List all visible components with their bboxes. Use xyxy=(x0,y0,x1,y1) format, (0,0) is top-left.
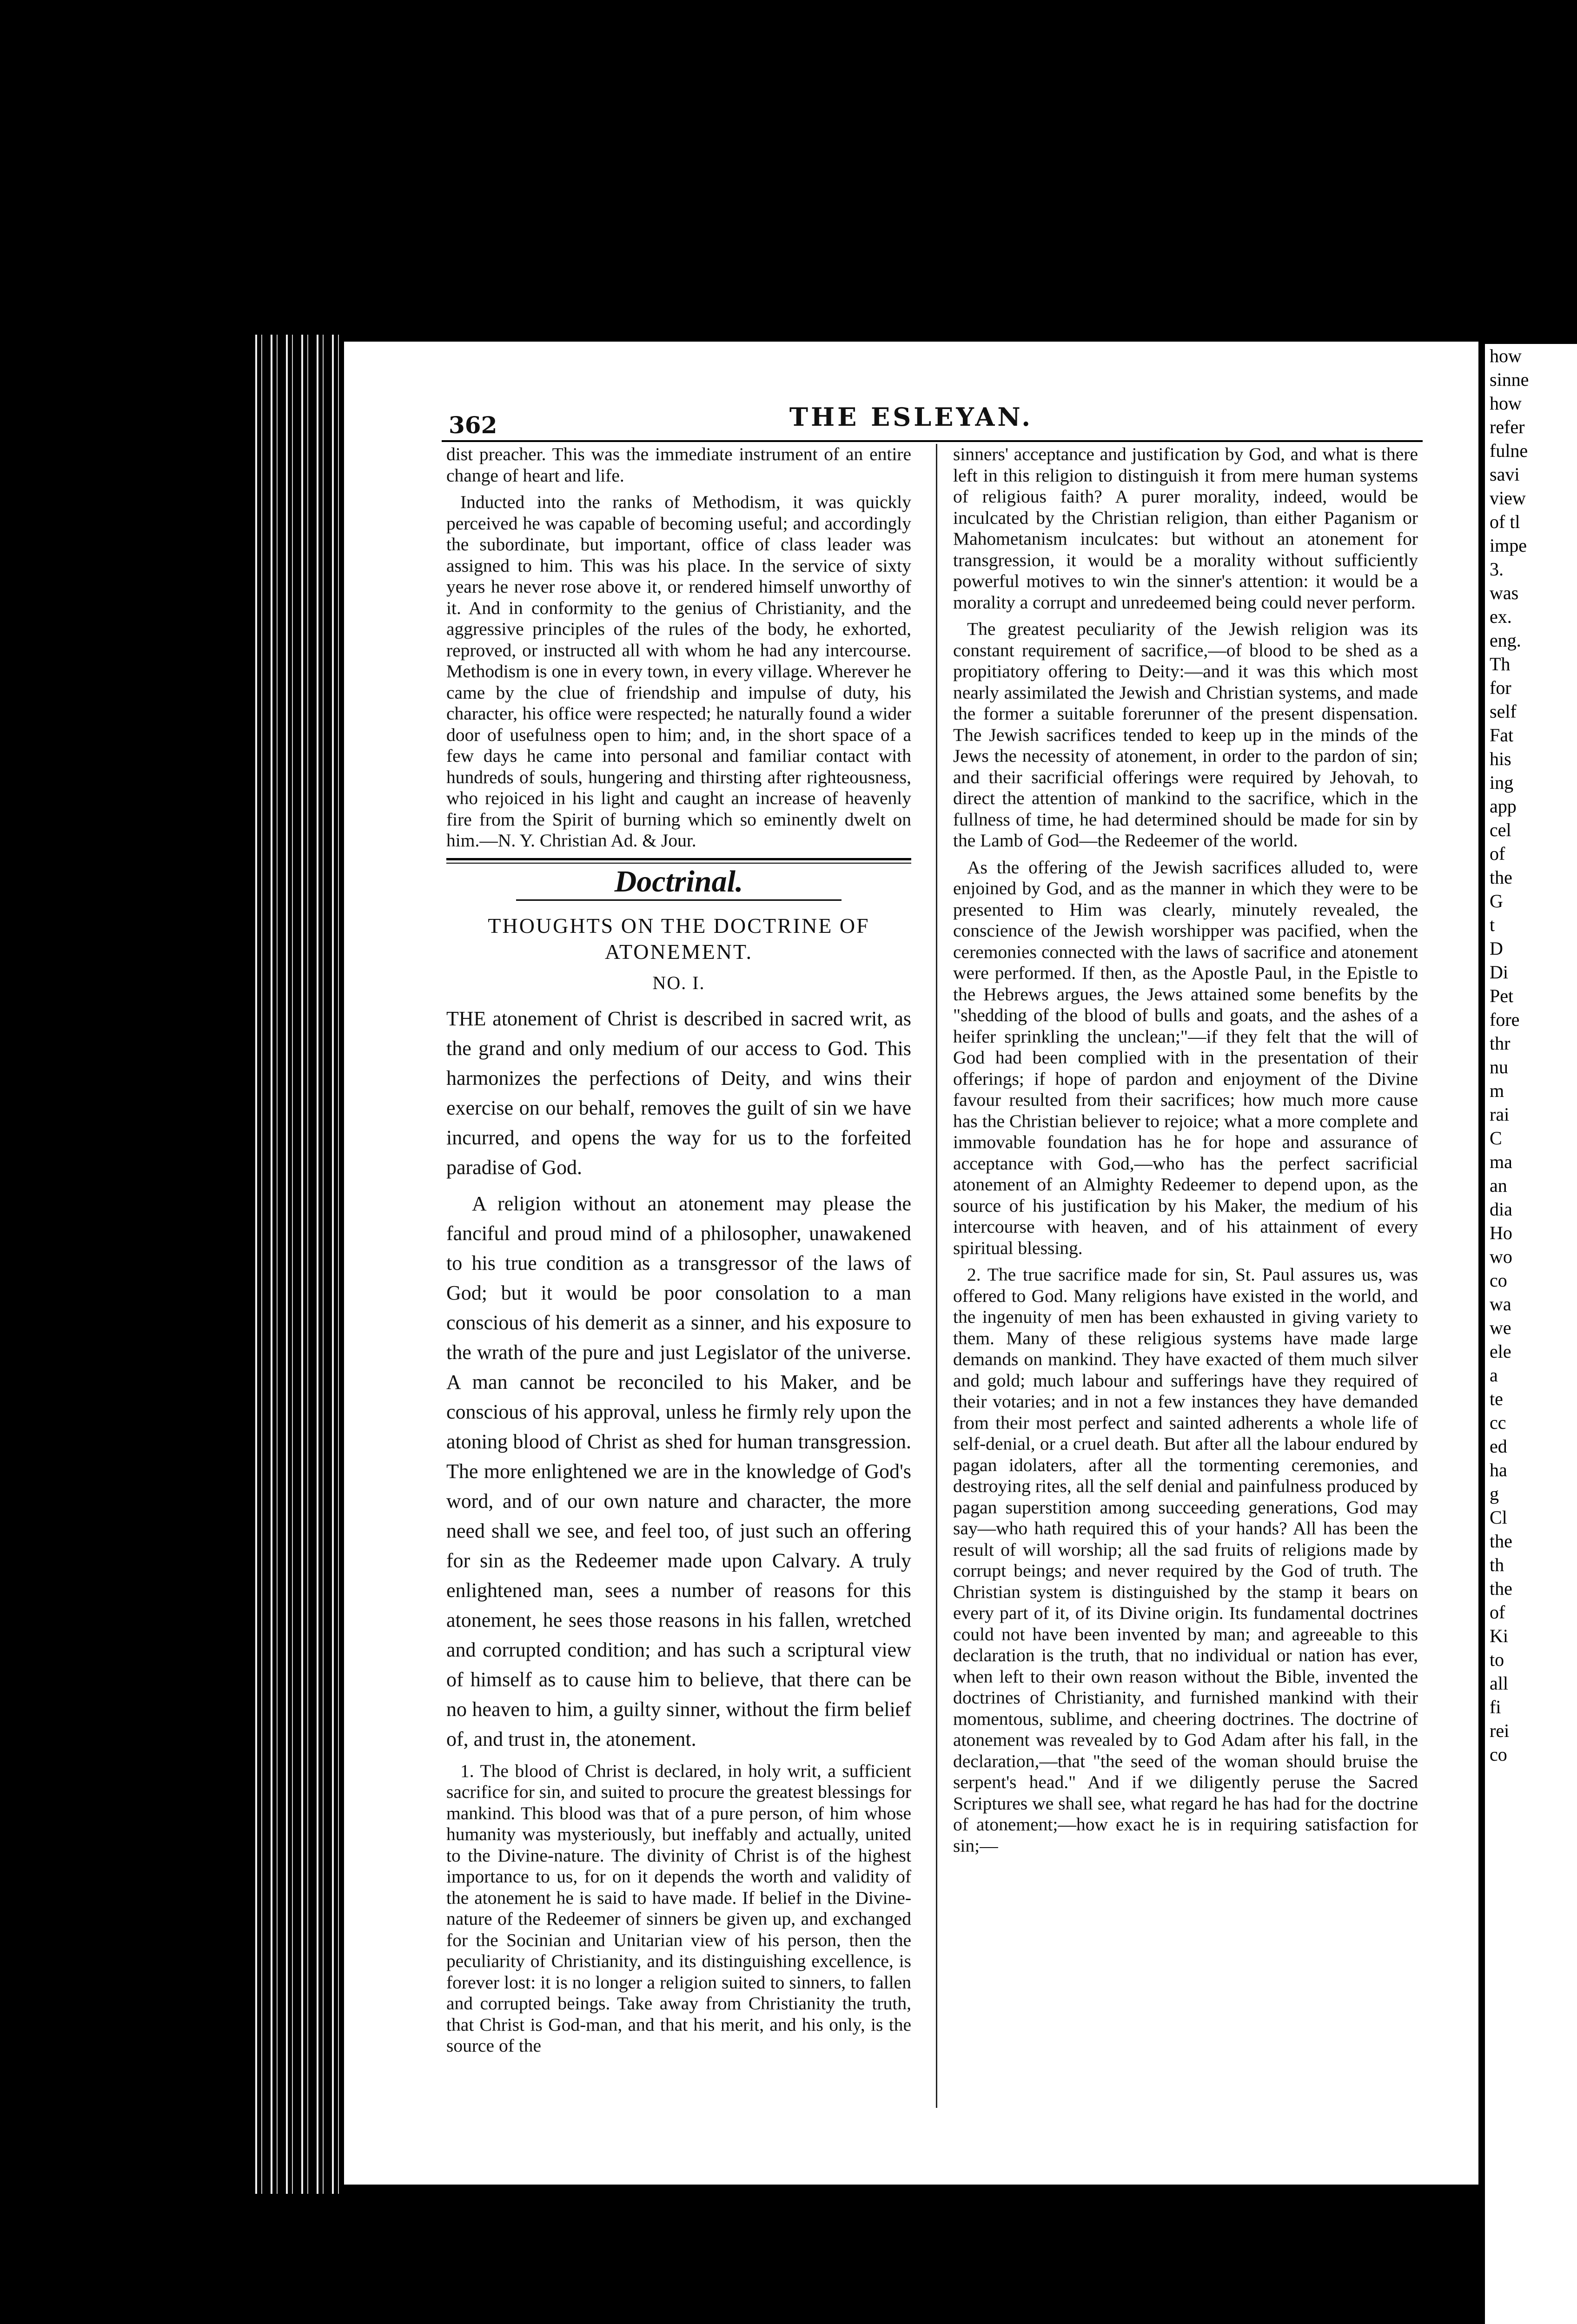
facing-page-fragment: fore xyxy=(1490,1009,1520,1030)
facing-page-fragment: cc xyxy=(1490,1412,1506,1433)
facing-page-fragment: refer xyxy=(1490,416,1525,437)
book-spine-edge xyxy=(251,335,339,2194)
facing-page-fragment: D xyxy=(1490,938,1503,959)
article-number: NO. I. xyxy=(652,972,705,993)
section-divider xyxy=(446,858,911,864)
facing-page-fragment: co xyxy=(1490,1270,1507,1291)
facing-page-fragment: an xyxy=(1490,1175,1507,1196)
facing-page-fragment: of xyxy=(1490,843,1505,864)
facing-page-fragment: thr xyxy=(1490,1033,1511,1054)
facing-page-fragment: m xyxy=(1490,1080,1504,1101)
facing-page-fragment: Ho xyxy=(1490,1222,1512,1243)
facing-page-fragment: of tl xyxy=(1490,511,1520,532)
numbered-paragraph: 1. The blood of Christ is declared, in holy writ, a sufficient sacrifice for sin, and suited to procure the greatest blessings for mankind. This blood was that of a pure person, of him whose humanity was mysteriously, but ineffably and actually, united to the Divine-nature. The divinity of Christ is of the highest importance to us, for on it depends the worth and validity of the atonement he is said to have made. If belief in the Divine-nature of the Redeemer of sinners be given up, and exchanged for the Socinian and Unitarian view of his person, then the peculiarity of Christianity, and its distinguishing excellence, is forever lost: it is no longer a religion suited to sinners, to fallen and corrupted beings. Take away from Christianity the truth, that Christ is God-man, and that his merit, and his only, is the source of the xyxy=(446,1760,911,2056)
facing-page-fragment: Th xyxy=(1490,654,1511,674)
facing-page-fragment: how xyxy=(1490,345,1522,366)
book-page xyxy=(344,342,1478,2185)
facing-page-fragment: the xyxy=(1490,867,1512,888)
facing-page-fragment: was xyxy=(1490,582,1519,603)
facing-page-fragment: ed xyxy=(1490,1436,1507,1457)
section-heading-rule xyxy=(516,899,842,901)
right-paragraph: 2. The true sacrifice made for sin, St. Paul assures us, was offered to God. Many religions have existed in the world, and the ingenuity of men has been exhausted in giving variety to them. Many of these religious systems have made large demands on mankind. They have exacted of them much silver and gold; much labour and sufferings have they required of their votaries; and in not a few instances they have demanded from their most perfect and sainted adherents a whole life of self-denial, or a cruel death. But after all the labour endured by pagan idolaters, after all the tormenting ceremonies, and destroying rites, all the self denial and painfulness produced by pagan superstition among succeeding generations, God may say—who hath required this of your hands? All has been the result of will worship; all the sad fruits of religions made by corrupt beings; and never required by the God of truth. The Christian system is distinguished by the stamp it bears on every part of it, of its Divine origin. Its fundamental doctrines could not have been invented by man; and agreeable to this declaration is the truth, that no individual or nation has ever, when left to their own reason without the Bible, invented the doctrines of Christianity, and furnished mankind with their momentous, sublime, and cheering doctrines. The doctrine of atonement was revealed by to God Adam after his fall, in the declaration,—that "the seed of the woman should bruise the serpent's head." And if we diligently peruse the Sacred Scriptures we shall see, what regard he has had for the doctrine of atonement;—how exact he is in requiring satisfaction for sin;— xyxy=(953,1264,1418,1856)
facing-page-fragment: wa xyxy=(1490,1294,1511,1314)
body-paragraph: THE atonement of Christ is described in sacred writ, as the grand and only medium of our access to God. This harmonizes the perfections of Deity, and wins their exercise on our behalf, removes the guilt of sin we have incurred, and opens the way for us to the forfeited paradise of God. xyxy=(446,1007,911,1179)
facing-page-fragment: we xyxy=(1490,1317,1511,1338)
facing-page-fragment: wo xyxy=(1490,1246,1512,1267)
facing-page-fragment: the xyxy=(1490,1531,1512,1552)
facing-page-fragment: impe xyxy=(1490,535,1527,556)
facing-page-fragment: all xyxy=(1490,1673,1508,1694)
facing-page-fragment: view xyxy=(1490,488,1526,508)
column-divider xyxy=(936,444,937,2108)
intro-paragraph: dist preacher. This was the immediate instrument of an entire change of heart and life. xyxy=(446,444,911,486)
facing-page-fragment: Cl xyxy=(1490,1507,1507,1528)
facing-page-fragment: fulne xyxy=(1490,440,1528,461)
right-column xyxy=(953,444,1418,1862)
facing-page-edge xyxy=(1478,344,1577,2324)
facing-page-fragment: rai xyxy=(1490,1104,1510,1125)
facing-page-fragment: his xyxy=(1490,748,1511,769)
facing-page-fragment: rei xyxy=(1490,1720,1510,1741)
running-head: THE ESLEYAN. xyxy=(789,402,1034,432)
facing-page-fragment: co xyxy=(1490,1744,1507,1765)
facing-page-fragment: Di xyxy=(1490,962,1508,983)
right-paragraph: As the offering of the Jewish sacrifices alluded to, were enjoined by God, and as the manner in which they were to be presented to Him was clearly, minutely revealed, the conscience of the Jewish worshipper was pacified, when the ceremonies connected with the laws of sacrifice and atonement were performed. If then, as the Apostle Paul, in the Epistle to the Hebrews argues, the Jews attained some benefits by the "shedding of the blood of bulls and goats, and the ashes of a heifer sprinkling the unclean;"—if they felt that the will of God had been complied with in the presentation of their offerings; if hope of pardon and enjoyment of the Divine favour resulted from their sacrifices; how much more cause has the Christian believer to rejoice; what a more complete and immovable foundation has he for hope and assurance of acceptance with God,—who has the perfect sacrificial atonement of an Almighty Redeemer to depend upon, as the source of his justification by his Maker, the medium of his intercourse with heaven, and of his attainment of every spiritual blessing. xyxy=(953,857,1418,1258)
facing-page-fragment: Pet xyxy=(1490,985,1514,1006)
facing-page-fragment: ha xyxy=(1490,1459,1507,1480)
facing-page-fragment: of xyxy=(1490,1602,1505,1623)
facing-page-fragment: how xyxy=(1490,393,1522,414)
facing-page-fragment: C xyxy=(1490,1128,1502,1149)
facing-page-fragment: nu xyxy=(1490,1056,1508,1077)
facing-page-fragment: the xyxy=(1490,1578,1512,1599)
facing-page-fragment: Ki xyxy=(1490,1625,1508,1646)
facing-page-fragment: ma xyxy=(1490,1151,1512,1172)
facing-page-fragment: eng. xyxy=(1490,630,1521,651)
body-paragraph: A religion without an atonement may please the fanciful and proud mind of a philosopher, unawakened to his true condition as a transgressor of the laws of God; but it would be poor consolation to a man conscious of his demerit as a sinner, and his exposure to the wrath of the pure and just Legislator of the universe. A man cannot be reconciled to his Maker, and be conscious of his approval, unless he firmly rely upon the atoning blood of Christ as shed for human transgression. The more enlightened we are in the knowledge of God's word, and of our own nature and character, the more need shall we see, and feel too, of just such an offering for sin as the Redeemer made upon Calvary. A truly enlightened man, sees a number of reasons for this atonement, he sees those reasons in his fallen, wretched and corrupted condition; and has such a scriptural view of himself as to cause him to believe, that there can be no heaven to him, a guilty sinner, without the firm belief of, and trust in, the atonement. xyxy=(446,1192,911,1750)
facing-page-fragment: ing xyxy=(1490,772,1514,793)
facing-page-fragment: G xyxy=(1490,891,1503,911)
facing-page-fragment: fi xyxy=(1490,1697,1501,1717)
article-title: THOUGHTS ON THE DOCTRINE OF ATONEMENT. xyxy=(488,914,870,964)
facing-page-fragment: ex. xyxy=(1490,606,1512,627)
intro-paragraph: Inducted into the ranks of Methodism, it was quickly perceived he was capable of becoming useful; and accordingly the subordinate, but important, office of class leader was assigned to him. This was his place. In the service of sixty years he never rose above it, or rendered himself unworthy of it. And in conformity to the genius of Christianity, and the aggressive principles of the rules of the body, he exhorted, reproved, or instructed all with whom he had any intercourse. Methodism is one in every town, in every village. Wherever he came by the clue of friendship and impulse of duty, his character, his office were respected; he naturally found a wider door of usefulness open to him; and, in the short space of a few days he came into personal and familiar contact with hundreds of souls, hungering and thirsting after righteousness, who rejoiced in his light and caught an increase of heavenly fire from the Spirit of burning which so eminently dwelt on him.—N. Y. Christian Ad. & Jour. xyxy=(446,492,911,851)
facing-page-fragment: for xyxy=(1490,677,1511,698)
facing-page-fragment: ele xyxy=(1490,1341,1511,1362)
facing-page-fragment: te xyxy=(1490,1388,1503,1409)
facing-page-fragment: to xyxy=(1490,1649,1504,1670)
header-rule xyxy=(442,440,1423,442)
facing-page-fragment: a xyxy=(1490,1365,1498,1386)
facing-page-fragment: self xyxy=(1490,701,1517,722)
facing-page-fragment: 3. xyxy=(1490,559,1504,580)
facing-page-fragment: cel xyxy=(1490,819,1511,840)
left-column xyxy=(446,444,911,2062)
facing-page-fragment: savi xyxy=(1490,464,1520,485)
facing-page-fragment: t xyxy=(1490,914,1495,935)
section-heading: Doctrinal. xyxy=(614,864,743,898)
facing-page-fragment: sinne xyxy=(1490,369,1529,390)
facing-page-fragment: g xyxy=(1490,1483,1499,1504)
page-number: 362 xyxy=(449,411,497,439)
right-paragraph: sinners' acceptance and justification by God, and what is there left in this religion to distinguish it from mere human systems of religious faith? A purer morality, indeed, would be inculcated by the Christian religion, than either Paganism or Mahometanism inculcates: but without an atonement for transgression, it would be a morality without sufficiently powerful motives to win the sinner's attention: it would be a morality a corrupt and unredeemed being could never perform. xyxy=(953,444,1418,613)
facing-page-fragment: dia xyxy=(1490,1199,1512,1220)
facing-page-fragment: app xyxy=(1490,796,1517,817)
facing-page-fragment: Fat xyxy=(1490,725,1514,746)
facing-page-fragment: th xyxy=(1490,1554,1504,1575)
right-paragraph: The greatest peculiarity of the Jewish religion was its constant requirement of sacrifice,—of blood to be shed as a propitiatory offering to Deity:—and it was this which most nearly assimilated the Jewish and Christian systems, and made the former a suitable forerunner of the present dispensation. The Jewish sacrifices tended to keep up in the minds of the Jews the necessity of atonement, in order to the pardon of sin; and their sacrificial offerings were required by Jehovah, to direct the attention of mankind to the sacrifice, which in the fullness of time, he had determined should be made for sin by the Lamb of God—the Redeemer of the world. xyxy=(953,619,1418,851)
